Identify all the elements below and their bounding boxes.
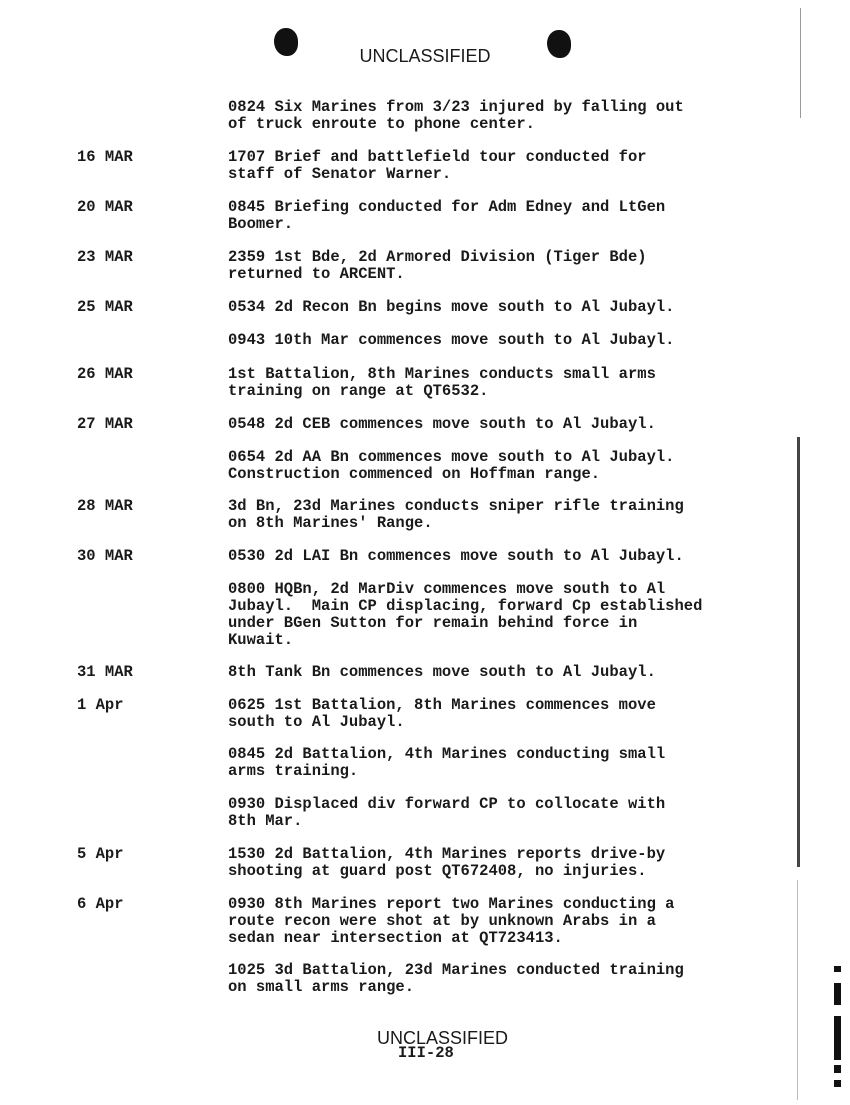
entry-text: 8th Tank Bn commences move south to Al Jubayl.	[228, 663, 656, 681]
scan-edge-mark	[800, 8, 801, 118]
entry-text: 0943 10th Mar commences move south to Al Jubayl.	[228, 331, 675, 349]
entry-date: 25 MAR	[77, 298, 133, 316]
footer-classification: UNCLASSIFIED	[377, 1028, 509, 1048]
entry-date: 1 Apr	[77, 696, 124, 714]
registration-mark	[834, 966, 841, 972]
page-number: III-28	[398, 1044, 454, 1062]
entry-text: 1707 Brief and battlefield tour conducted for staff of Senator Warner.	[228, 148, 647, 183]
entry-text: 3d Bn, 23d Marines conducts sniper rifle training on 8th Marines' Range.	[228, 497, 684, 532]
entry-date: 20 MAR	[77, 198, 133, 216]
entry-text: 1530 2d Battalion, 4th Marines reports drive-by shooting at guard post QT672408, no injuries.	[228, 845, 666, 880]
entry-text: 0930 8th Marines report two Marines conducting a route recon were shot at by unknown Arabs in a sedan near intersection at QT723413.	[228, 895, 675, 947]
registration-mark	[834, 983, 841, 1005]
entry-date: 5 Apr	[77, 845, 124, 863]
entry-date: 28 MAR	[77, 497, 133, 515]
entry-date: 26 MAR	[77, 365, 133, 383]
entry-text: 2359 1st Bde, 2d Armored Division (Tiger Bde) returned to ARCENT.	[228, 248, 647, 283]
entry-text: 0548 2d CEB commences move south to Al Jubayl.	[228, 415, 656, 433]
entry-text: 1025 3d Battalion, 23d Marines conducted training on small arms range.	[228, 961, 684, 996]
entry-text: 0845 Briefing conducted for Adm Edney and LtGen Boomer.	[228, 198, 666, 233]
registration-mark	[834, 1080, 841, 1087]
entry-date: 23 MAR	[77, 248, 133, 266]
entry-text: 0824 Six Marines from 3/23 injured by falling out of truck enroute to phone center.	[228, 98, 684, 133]
scan-edge-mark	[797, 880, 798, 1100]
entry-text: 0625 1st Battalion, 8th Marines commences move south to Al Jubayl.	[228, 696, 656, 731]
entry-date: 30 MAR	[77, 547, 133, 565]
entry-date: 27 MAR	[77, 415, 133, 433]
entry-text: 1st Battalion, 8th Marines conducts small arms training on range at QT6532.	[228, 365, 656, 400]
entry-text: 0800 HQBn, 2d MarDiv commences move south to Al Jubayl. Main CP displacing, forward Cp established under BGen Sutton for remain behind force in Kuwait.	[228, 580, 703, 649]
entry-text: 0530 2d LAI Bn commences move south to Al Jubayl.	[228, 547, 684, 565]
registration-mark	[834, 1016, 841, 1060]
entry-text: 0534 2d Recon Bn begins move south to Al Jubayl.	[228, 298, 675, 316]
registration-mark	[834, 1065, 841, 1073]
header-classification: UNCLASSIFIED	[359, 46, 491, 66]
entry-date: 6 Apr	[77, 895, 124, 913]
scan-edge-bar	[797, 437, 800, 867]
entry-text: 0930 Displaced div forward CP to collocate with 8th Mar.	[228, 795, 666, 830]
entry-date: 31 MAR	[77, 663, 133, 681]
entry-date: 16 MAR	[77, 148, 133, 166]
entry-text: 0845 2d Battalion, 4th Marines conducting small arms training.	[228, 745, 666, 780]
entry-text: 0654 2d AA Bn commences move south to Al Jubayl. Construction commenced on Hoffman range.	[228, 448, 675, 483]
